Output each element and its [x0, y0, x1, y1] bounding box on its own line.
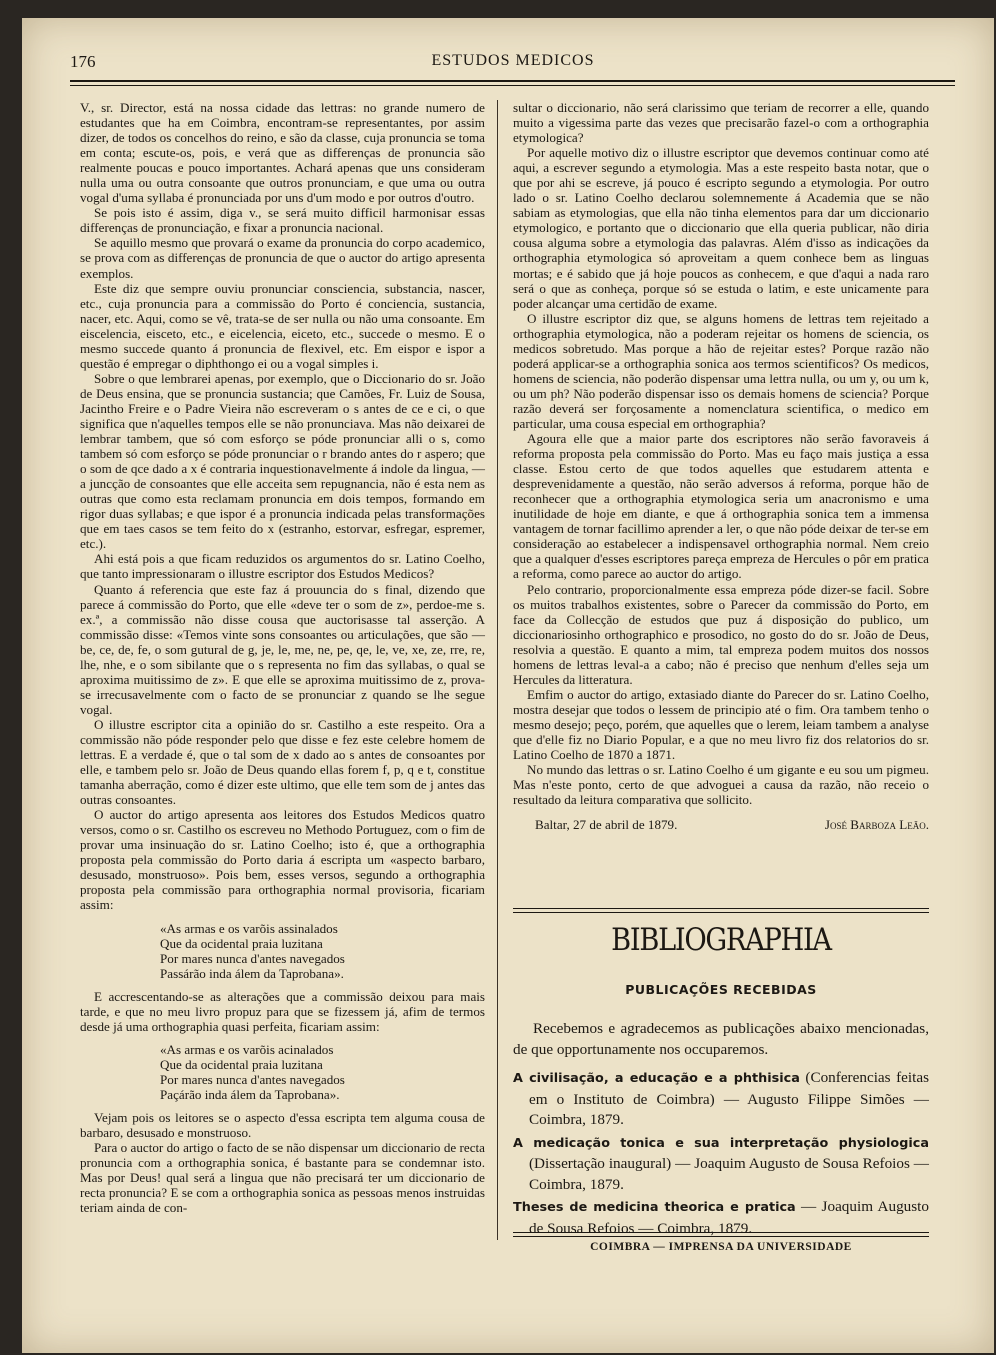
verse-block-1 [160, 921, 485, 981]
paragraph: O illustre escriptor diz que, se alguns homens de lettras tem rejeitado a orthographia etymologica, não a poderam rejeitar os homens de sciencia, os medicos sobretudo. Mas porque a hão de rejeitar estes? Porque razão não poderá applicar-se a orthographia sonica aos termos scientificos? Os medicos, homens de sciencia, não poderão dispensar uma lettra nulla, ou um y, ou um k, ou um ph? Não poderão dispensar isso os demais homens de sciencia? Porque razão deverá ser forçosamente a nomenclatura scientifica, o medico em particular, uma cousa especial em orthographia? [513, 310, 929, 431]
paragraph: O auctor do artigo apresenta aos leitores dos Estudos Medicos quatro versos, como o sr. Castilho os escreveu no Methodo Portuguez, com o fim de provar uma insinuação do sr. Latino Coelho; isto é, que a orthographia proposta pela commissão do Porto daria á escripta um «aspecto barbaro, desusado, monstruoso». Pois bem, esses versos, segundo a orthographia proposta pela commissão para orthographia normal provisoria, ficariam assim: [80, 807, 485, 913]
verse-line: Paçárão inda álem da Taprobana». [160, 1087, 340, 1102]
paragraph: Vejam pois os leitores se o aspecto d'essa escripta tem alguma cousa de barbaro, desusado e monstruoso. [80, 1110, 485, 1141]
paragraph: O illustre escriptor cita a opinião do sr. Castilho a este respeito. Ora a commissão não póde responder pelo que disse e fez este celebre homem de lettras. E a verdade é, que o tal som de x dado ao s antes de consoantes por elle, e tambem pelo sr. João de Deus quando ellas forem f, p, q e t, constitue tamanha aberração, como é dizer este ultimo, que elle tem som de j antes das outras consoantes. [80, 716, 485, 808]
bibliography-intro: Recebemos e agradecemos as publicações abaixo mencionadas, de que opportunamente nos occuparemos. [513, 1020, 929, 1058]
column-divider [497, 100, 498, 1240]
paragraph: Por aquelle motivo diz o illustre escriptor que devemos continuar como até aqui, a escrever segundo a etymologia. Mas a este respeito basta notar, que o que por ahi se escreve, já pouco é escripto segundo a etymologia. Por outro lado o sr. Latino Coelho declarou solemnemente á Academia que se não sabiam as etymologias, que ella não tinha elementos para dar um diccionario etymologico, e portanto que o diccionario que ella queria publicar, não diria cousa alguma sobre a etymologia das palavras. Além d'isso as indicações da orthographia etymologica só aproveitam a quem conhece bem as linguas mortas; e é sabido que já hoje poucos as conhecem, e que d'aqui a nada raro será o que as conheça, porque só se estuda o latim, e este unicamente para poder alcançar uma certidão de exame. [513, 145, 929, 311]
paragraph: sultar o diccionario, não será clarissimo que teriam de recorrer a elle, quando muito a vigessima parte das vezes que precisarão fazel-o com a orthographia etymologica? [513, 100, 929, 146]
imprint-rule [513, 1232, 929, 1237]
verse-line: Que da ocidental praia luzitana [160, 1056, 323, 1072]
bibliography-title: BIBLIOGRAPHIA [611, 922, 831, 958]
signature-author: José Barboza Leão. [824, 817, 929, 833]
verse-line: Passárão inda álem da Taprobana». [160, 965, 344, 981]
bibliography-subtitle: PUBLICAÇÕES RECEBIDAS [625, 982, 817, 997]
entry-title: Theses de medicina theorica e pratica [513, 1200, 796, 1215]
paragraph: Agoura elle que a maior parte dos escriptores não serão favoraveis á reforma proposta pela commissão do Porto. Mas eu faço mais justiça a essa classe. Estou certo de que todos aquelles que estudarem attenta e desprevenidamente a questão, não serão adversos á reforma, porque hão de reconhecer que a orthographia etymologica seria um anacronismo e uma inutilidade de hoje em diante, e que á orthographia sonica tem a immensa vantagem de tornar facillimo aprender a ler, o que não póde deixar de ter-se em consideração ao estabelecer a indispensavel orthographia normal. Nem creio que a qualquer d'esses escriptores pareça empreza de Hercules o pôr em pratica a reforma, como parece ao auctor do artigo. [513, 431, 929, 582]
verse-line: «As armas e os varõis acinalados [160, 1041, 334, 1057]
signature-place-date: Baltar, 27 de abril de 1879. [535, 817, 678, 833]
paragraph: E accrescentando-se as alterações que a commissão deixou para mais tarde, e que no meu livro propuz para que se fizessem já, afim de termos desde já uma orthographia quasi perfeita, ficariam assim: [80, 988, 485, 1034]
paragraph: Emfim o auctor do artigo, extasiado diante do Parecer do sr. Latino Coelho, mostra desejar que todos o lessem de principio até o fim. Ora tambem tenho o mesmo desejo; peço, porém, que aquelles que o lerem, leiam tambem a analyse que d'elle fiz no Diario Popular, e a que no meu livro fiz dos relatorios do sr. Latino Coelho de 1870 a 1871. [513, 686, 929, 763]
paragraph: Ahi está pois a que ficam reduzidos os argumentos do sr. Latino Coelho, que tanto impressionaram o illustre escriptor dos Estudos Medicos? [80, 551, 485, 582]
imprint: COIMBRA — IMPRENSA DA UNIVERSIDADE [590, 1241, 852, 1253]
header-rule [70, 80, 955, 86]
paragraph: No mundo das lettras o sr. Latino Coelho é um gigante e eu sou um pigmeu. Mas n'este ponto, certo de que advoguei a causa da razão, não receio o resultado da leitura comparativa que sollicito. [513, 762, 929, 808]
paragraph: V., sr. Director, está na nossa cidade das lettras: no grande numero de estudantes que ha em Coimbra, encontram-se representantes, por assim dizer, de todos os concelhos do reino, e são da classe, cuja pronuncia se toma em conta; escute-os, pois, e verá que as differenças de pronuncia são realmente poucas e pouco importantes. Achará apenas que uns consideram nulla uma ou outra consoante que outros pronunciam, e que uma ou outra vogal d'uma syllaba é pronunciada por uns d'um modo e por outros d'outro. [80, 100, 485, 206]
left-column [80, 100, 485, 1240]
entry-detail: — Joaquim Augusto de Sousa Refoios — Coimbra, 1879. [529, 1198, 930, 1237]
paragraph: Para o auctor do artigo o facto de se não dispensar um diccionario de recta pronuncia com a orthographia sonica, é bastante para se condemnar isto. Mas por Deus! qual será a lingua que não precisará ter um diccionario de recta pronuncia? E se com a orthographia sonica as pessoas menos instruidas teriam ainda de con- [80, 1140, 485, 1216]
entry-detail: (Conferencias feitas em o Instituto de Coimbra) — Augusto Filippe Simões — Coimbra, 1879. [529, 1069, 929, 1128]
entry-title: A medicação tonica e sua interpretação physiologica [513, 1135, 929, 1151]
bibliography-body [513, 1019, 929, 1241]
entry-detail: (Dissertação inaugural) — Joaquim Augusto de Sousa Refoios — Coimbra, 1879. [529, 1155, 929, 1193]
paragraph: Sobre o que lembrarei apenas, por exemplo, que o Diccionario do sr. João de Deus ensina, que se pronuncia sustancia; que Camões, Fr. Luiz de Sousa, Jacintho Freire e o Padre Vieira não escreveram o s antes de ce e ci, o que significa que n'aquelles tempos elle se não pronunciava. Mas não deixarei de lembrar tambem, que só com esforço se póde pronunciar alli o s, como tambem só com esforço se póde pronunciar o r brando antes do r aspero; que o som de qce dado a x é contraria inquestionavelmente á indole da lingua, — a juncção de consoantes que elle acceita sem repugnancia, não é esta nem as outras que como esta reclamam pronuncia em dois tempos, formando em rigor duas syllabas; e que ispor é a pronuncia indicada pelas transformações que em taes casos se tem feito do x (estranho, estorvar, esfregar, espremer, etc.). [80, 370, 485, 552]
bibliography-rule [513, 908, 929, 913]
bibliography-entry [513, 1133, 929, 1196]
journal-title: ESTUDOS MEDICOS [431, 52, 595, 69]
paragraph: Pelo contrario, proporcionalmente essa empreza póde dizer-se facil. Sobre os muitos trabalhos existentes, sobre o Parecer da commissão do Porto, em face da Collecção de estudos que puz á disposição do publico, um diccionariosinho orthographico e prosodico, no gosto do do sr. João de Deus, resolvia a questão. E quanto a mim, tal empreza podem muitos dos nossos homens de lettras leval-a a cabo; não é preciso que nenhum d'elles seja um Hercules da litteratura. [513, 581, 929, 687]
verse-block-2 [160, 1042, 485, 1102]
paragraph: Este diz que sempre ouviu pronunciar consciencia, substancia, nascer, etc., cuja pronuncia para a commissão do Porto é conciencia, sustancia, nacer, etc. Aqui, como se vê, trata-se de ser nulla ou não uma consoante. Em eiscelencia, eisceto, etc., e eicelencia, eiceto, etc., succede o mesmo. E o mesmo succede quanto á pronuncia de flexivel, etc. Em eispor e ispor a questão é empregar o diphthongo ei ou a vogal simples i. [80, 280, 485, 371]
verse-line: Por mares nunca d'antes navegados [160, 950, 345, 966]
page-header [70, 52, 956, 74]
paragraph: Se pois isto é assim, diga v., se será muito difficil harmonisar essas differenças de pronunciação, e fixar a pronuncia nacional. [80, 205, 485, 236]
bibliography-entry [513, 1068, 929, 1131]
signature-line [535, 817, 929, 832]
paragraph: Quanto á referencia que este faz á prouuncia do s final, dizendo que parece á commissão do Porto, que elle «deve ter o som de z», perdoe-me s. ex.ª, a commissão não disse cousa que auctorisasse tal asserção. A commissão disse: «Temos vinte sons consoantes ou articulações, que são — be, ce, de, fe, o som gutural de g, je, le, me, ne, pe, qe, le, ve, xe, ze, rre, re, lhe, nhe, e o som sibilante que o s representa no fim das syllabas, o qual se aproxima muitissimo de z». E que elle se aproxima muitissimo de z, prova-se irrecusavelmente com o facto de se pronunciar z quando se lhe segue vogal. [80, 581, 485, 717]
verse-line: «As armas e os varõis assinalados [160, 920, 338, 936]
right-column [513, 100, 929, 832]
verse-line: Por mares nunca d'antes navegados [160, 1071, 345, 1087]
page-number: 176 [70, 52, 96, 71]
verse-line: Que da ocidental praia luzitana [160, 935, 323, 951]
paragraph: Se aquillo mesmo que provará o exame da pronuncia do corpo academico, se prova com as differenças de pronuncia de que o auctor do artigo apresenta exemplos. [80, 235, 485, 281]
entry-title: A civilisação, a educação e a phthisica [513, 1071, 800, 1086]
